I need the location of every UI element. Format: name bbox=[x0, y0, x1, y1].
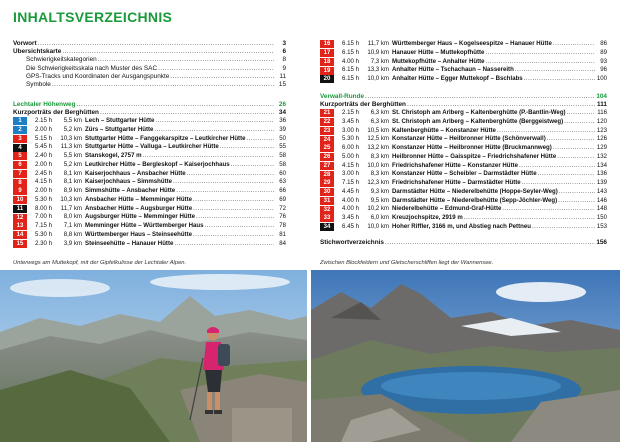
stage-route: St. Christoph am Arlberg – Kaltenberghütte (P.-Bantlin-Weg) bbox=[392, 109, 566, 116]
stage-route: Lech – Stuttgarter Hütte bbox=[85, 117, 155, 124]
stage-time: 6.15 h bbox=[342, 48, 359, 56]
stage-distance: 10,9 km bbox=[367, 48, 389, 56]
stage-time: 6.15 h bbox=[342, 40, 359, 47]
stage-page: 84 bbox=[279, 239, 286, 247]
toc-entry-page: 3 bbox=[282, 40, 286, 47]
toc-leader-dots bbox=[97, 56, 274, 64]
stage-number-badge: 29 bbox=[320, 179, 334, 187]
toc-leader-dots bbox=[558, 188, 595, 197]
toc-entry-page: 8 bbox=[282, 56, 286, 64]
stage-number-badge: 17 bbox=[320, 49, 334, 57]
verwall-section-heading bbox=[320, 93, 607, 101]
stage-entry bbox=[320, 162, 607, 171]
toc-leader-dots bbox=[173, 240, 274, 249]
intro-entry bbox=[13, 65, 286, 73]
stage-page: 93 bbox=[600, 57, 607, 65]
toc-leader-dots bbox=[557, 197, 595, 206]
toc-entry-label: Kurzporträts der Berghütten bbox=[320, 101, 406, 109]
stage-number-badge: 12 bbox=[13, 214, 27, 222]
stage-page: 136 bbox=[596, 170, 607, 178]
stage-page: 76 bbox=[279, 213, 286, 221]
stage-page: 36 bbox=[279, 117, 286, 124]
stage-number-badge: 18 bbox=[320, 58, 334, 66]
index-entry bbox=[320, 239, 607, 247]
toc-leader-dots bbox=[463, 214, 595, 223]
stage-page: 55 bbox=[279, 143, 286, 151]
stage-distance: 6,3 km bbox=[370, 117, 389, 125]
stage-number-badge: 8 bbox=[13, 179, 27, 187]
stage-distance: 9,5 km bbox=[370, 196, 389, 204]
stage-route: Stuttgarter Hütte – Fanggekarspitze – Leutkircher Hütte bbox=[85, 134, 246, 142]
stage-route: Württemberger Haus – Steinseehütte bbox=[85, 230, 193, 238]
stage-time: 5.30 h bbox=[342, 135, 359, 143]
stage-route: Kaiserjochhaus – Simmshütte bbox=[85, 178, 173, 186]
stage-time: 6.00 h bbox=[342, 144, 359, 151]
stage-time: 6.15 h bbox=[342, 75, 359, 82]
stage-page: 129 bbox=[596, 144, 607, 151]
stage-distance: 5,2 km bbox=[63, 160, 82, 168]
toc-entry-page: 156 bbox=[596, 239, 607, 246]
stage-time: 2.30 h bbox=[35, 239, 52, 247]
stage-time: 4.15 h bbox=[342, 161, 359, 169]
toc-entry-label: GPS-Tracks und Koordinaten der Ausgangspunkte bbox=[26, 72, 170, 80]
stage-page: 69 bbox=[279, 195, 286, 203]
toc-entry-label: Übersichtskarte bbox=[13, 48, 62, 56]
stage-page: 123 bbox=[596, 126, 607, 134]
stage-distance: 10,5 km bbox=[367, 126, 389, 134]
stage-entry bbox=[13, 205, 286, 214]
toc-leader-dots bbox=[484, 49, 595, 58]
intro-entry bbox=[13, 73, 286, 81]
stage-number-badge: 2 bbox=[13, 126, 27, 134]
toc-leader-dots bbox=[566, 109, 595, 118]
stage-number-badge: 4 bbox=[13, 144, 27, 152]
stage-page: 86 bbox=[600, 40, 607, 47]
stage-distance: 8,1 km bbox=[63, 178, 82, 186]
toc-leader-dots bbox=[521, 179, 595, 188]
stage-route: Friedrichshafener Hütte – Konstanzer Hütte bbox=[392, 161, 518, 169]
stage-time: 7.00 h bbox=[35, 213, 52, 221]
stage-entry bbox=[320, 135, 607, 144]
stage-page: 153 bbox=[596, 222, 607, 230]
toc-entry-page: 26 bbox=[278, 101, 286, 108]
stage-route: Konstanzer Hütte – Heilbronner Hütte (Schönverwall) bbox=[392, 135, 546, 143]
stage-page: 81 bbox=[279, 230, 286, 238]
stage-route: Anhalter Hütte – Tschachaun – Nassereith bbox=[392, 66, 514, 74]
stage-distance: 10,2 km bbox=[367, 205, 389, 213]
toc-entry-label: Stichwortverzeichnis bbox=[320, 239, 384, 246]
stage-time: 2.00 h bbox=[35, 187, 52, 194]
toc-leader-dots bbox=[546, 135, 595, 144]
stage-page: 58 bbox=[279, 152, 286, 159]
stage-time: 7.15 h bbox=[342, 179, 359, 186]
right-photo-caption: Zwischen Blockfeldern und Gletscherschliffen liegt der Wannensee. bbox=[320, 260, 494, 266]
stage-route: Muttekopfhütte – Anhalter Hütte bbox=[392, 57, 485, 65]
stage-number-badge: 3 bbox=[13, 135, 27, 143]
stage-route: Kaltenberghütte – Konstanzer Hütte bbox=[392, 126, 496, 134]
stage-time: 2.45 h bbox=[35, 169, 52, 177]
toc-leader-dots bbox=[186, 170, 274, 179]
toc-leader-dots bbox=[192, 231, 274, 240]
toc-leader-dots bbox=[192, 196, 274, 205]
stage-entry bbox=[13, 135, 286, 144]
toc-leader-dots bbox=[518, 162, 595, 171]
stage-distance: 7,3 km bbox=[370, 57, 389, 65]
stage-distance: 5,2 km bbox=[63, 125, 82, 133]
toc-leader-dots bbox=[204, 222, 274, 231]
toc-leader-dots bbox=[556, 153, 595, 162]
stage-distance: 13,3 km bbox=[367, 66, 389, 74]
toc-leader-dots bbox=[219, 143, 274, 152]
stage-route: Hanauer Hütte – Muttekopfhütte bbox=[392, 48, 485, 56]
lechtal-huts-entry bbox=[13, 109, 286, 117]
stage-distance: 11,7 km bbox=[367, 40, 389, 47]
toc-entry-page: 111 bbox=[597, 101, 607, 109]
toc-leader-dots bbox=[563, 118, 595, 127]
stage-entry bbox=[320, 214, 607, 223]
stage-page: 100 bbox=[596, 75, 607, 82]
stage-number-badge: 25 bbox=[320, 144, 334, 152]
stage-route: Konstanzer Hütte – Scheibler – Darmstädter Hütte bbox=[392, 170, 537, 178]
lake-photo bbox=[311, 270, 620, 442]
stage-entry bbox=[13, 178, 286, 187]
stage-number-badge: 20 bbox=[320, 75, 334, 83]
stage-entry bbox=[320, 58, 607, 67]
stage-route: Stanskogel, 2757 m bbox=[85, 152, 142, 159]
toc-leader-dots bbox=[37, 40, 274, 48]
stage-entry bbox=[320, 75, 607, 84]
stage-distance: 8,1 km bbox=[63, 169, 82, 177]
stage-distance: 12,5 km bbox=[367, 135, 389, 143]
verwall-huts-entry bbox=[320, 101, 607, 109]
toc-leader-dots bbox=[51, 81, 274, 89]
stage-number-badge: 24 bbox=[320, 136, 334, 144]
stage-time: 4.00 h bbox=[342, 57, 359, 65]
toc-entry-label: Schwierigkeitskategorien bbox=[26, 56, 97, 64]
stage-number-badge: 22 bbox=[320, 118, 334, 126]
stage-route: Memminger Hütte – Württemberger Haus bbox=[85, 222, 204, 229]
stage-route: Darmstädter Hütte – Niederelbehütte (Sepp-Jöchler-Weg) bbox=[392, 196, 558, 204]
stage-number-badge: 21 bbox=[320, 109, 334, 117]
stage-entry bbox=[13, 143, 286, 152]
toc-entry-page: 11 bbox=[279, 72, 286, 80]
toc-entry-label: Die Schwierigkeitsskala nach Muster des SAC bbox=[26, 64, 158, 72]
stage-entry bbox=[320, 66, 607, 75]
stage-page: 116 bbox=[597, 109, 607, 116]
left-photo-caption: Unterwegs am Muttekopf, mit der Gipfelkulisse der Lechtaler Alpen. bbox=[13, 260, 187, 266]
stage-route: Niederelbehütte – Edmund-Graf-Hütte bbox=[392, 205, 502, 213]
toc-leader-dots bbox=[169, 73, 274, 81]
toc-leader-dots bbox=[501, 205, 595, 214]
stage-distance: 8,3 km bbox=[370, 170, 389, 178]
stage-page: 148 bbox=[596, 205, 607, 213]
stage-route: Zürs – Stuttgarter Hütte bbox=[85, 125, 154, 133]
stage-page: 78 bbox=[279, 222, 286, 229]
stage-number-badge: 33 bbox=[320, 214, 334, 222]
stage-time: 2.00 h bbox=[35, 160, 52, 168]
stage-page: 139 bbox=[596, 179, 607, 186]
stage-time: 2.00 h bbox=[35, 125, 52, 133]
toc-entry-label: Vorwort bbox=[13, 40, 37, 47]
stage-distance: 8,3 km bbox=[370, 152, 389, 160]
stage-distance: 8,0 km bbox=[63, 213, 82, 221]
stage-page: 39 bbox=[279, 125, 286, 133]
stage-number-badge: 31 bbox=[320, 197, 334, 205]
stage-route: Ansbacher Hütte – Memminger Hütte bbox=[85, 195, 192, 203]
stage-time: 7.15 h bbox=[35, 222, 52, 229]
stage-route: Friedrichshafener Hütte – Darmstädter Hütte bbox=[392, 179, 521, 186]
stage-page: 58 bbox=[279, 160, 286, 168]
stage-route: Darmstädter Hütte – Niederelbehütte (Hoppe-Seyler-Weg) bbox=[392, 187, 558, 195]
toc-leader-dots bbox=[76, 101, 275, 109]
stage-route: Heilbronner Hütte – Gaisspitze – Friedrichshafener Hütte bbox=[392, 152, 557, 160]
stage-entry bbox=[320, 223, 607, 232]
stage-distance: 10,0 km bbox=[367, 222, 389, 230]
stage-page: 66 bbox=[279, 187, 286, 194]
stage-number-badge: 11 bbox=[13, 205, 27, 213]
stage-number-badge: 10 bbox=[13, 196, 27, 204]
stage-entry bbox=[320, 127, 607, 136]
stage-distance: 6,3 km bbox=[370, 109, 389, 116]
stage-number-badge: 34 bbox=[320, 223, 334, 231]
stage-entry bbox=[320, 197, 607, 206]
stage-number-badge: 7 bbox=[13, 170, 27, 178]
hiker-photo bbox=[0, 270, 307, 442]
stage-number-badge: 26 bbox=[320, 153, 334, 161]
stage-page: 143 bbox=[596, 187, 607, 195]
intro-entry bbox=[13, 81, 286, 89]
toc-leader-dots bbox=[246, 135, 275, 144]
stage-entry bbox=[320, 205, 607, 214]
toc-leader-dots bbox=[172, 178, 274, 187]
stage-time: 4.00 h bbox=[342, 205, 359, 213]
toc-entry-label: Symbole bbox=[26, 81, 51, 88]
toc-entry-label: Lechtaler Höhenweg bbox=[13, 101, 76, 108]
stage-time: 5.30 h bbox=[35, 230, 52, 238]
stage-time: 4.15 h bbox=[35, 178, 52, 186]
stage-entry bbox=[13, 240, 286, 249]
stage-page: 146 bbox=[596, 196, 607, 204]
stage-time: 6.45 h bbox=[342, 222, 359, 230]
toc-leader-dots bbox=[384, 239, 595, 247]
toc-leader-dots bbox=[552, 144, 595, 153]
stage-entry bbox=[13, 117, 286, 126]
stage-time: 5.30 h bbox=[35, 195, 52, 203]
stage-distance: 7,1 km bbox=[63, 222, 82, 229]
stage-entry bbox=[13, 213, 286, 222]
stage-time: 5.15 h bbox=[35, 134, 52, 142]
stage-route: Augsburger Hütte – Memminger Hütte bbox=[85, 213, 196, 221]
stage-distance: 5,5 km bbox=[63, 152, 82, 159]
stage-time: 3.45 h bbox=[342, 214, 359, 221]
toc-leader-dots bbox=[230, 161, 274, 170]
stage-number-badge: 32 bbox=[320, 206, 334, 214]
stage-page: 89 bbox=[600, 48, 607, 56]
stage-number-badge: 9 bbox=[13, 187, 27, 195]
toc-entry-page: 6 bbox=[282, 48, 286, 56]
toc-leader-dots bbox=[531, 223, 595, 232]
stage-page: 96 bbox=[600, 66, 607, 74]
stage-distance: 11,7 km bbox=[60, 204, 82, 212]
stage-entry bbox=[13, 161, 286, 170]
stage-distance: 12,3 km bbox=[367, 179, 389, 186]
toc-leader-dots bbox=[195, 213, 274, 222]
stage-route: St. Christoph am Arlberg – Kaltenberghütte (Berggeistweg) bbox=[392, 117, 564, 125]
stage-entry bbox=[13, 231, 286, 240]
stage-entry bbox=[320, 109, 607, 118]
toc-leader-dots bbox=[157, 65, 274, 73]
intro-entry bbox=[13, 56, 286, 64]
stage-page: 60 bbox=[279, 169, 286, 177]
stage-number-badge: 14 bbox=[13, 231, 27, 239]
stage-route: Kreuzjochspitze, 2919 m bbox=[392, 214, 463, 221]
stage-page: 150 bbox=[596, 214, 607, 221]
toc-leader-dots bbox=[192, 205, 274, 214]
stage-entry bbox=[13, 170, 286, 179]
stage-route: Württemberger Haus – Kogelseespitze – Hanauer Hütte bbox=[392, 40, 552, 47]
toc-leader-dots bbox=[142, 152, 274, 161]
stage-time: 4.45 h bbox=[342, 187, 359, 195]
stage-entry bbox=[320, 153, 607, 162]
stage-entry bbox=[320, 188, 607, 197]
stage-distance: 11,3 km bbox=[60, 143, 82, 151]
toc-leader-dots bbox=[364, 93, 595, 101]
stage-route: Steinseehütte – Hanauer Hütte bbox=[85, 239, 174, 247]
stage-entry bbox=[320, 144, 607, 153]
stage-time: 2.15 h bbox=[342, 109, 359, 116]
stage-entry bbox=[320, 118, 607, 127]
toc-leader-dots bbox=[496, 127, 595, 136]
stage-time: 6.15 h bbox=[342, 66, 359, 74]
stage-distance: 10,3 km bbox=[60, 195, 82, 203]
stage-page: 126 bbox=[596, 135, 607, 143]
stage-time: 8.00 h bbox=[35, 204, 52, 212]
toc-entry-page: 15 bbox=[278, 81, 286, 88]
stage-distance: 13,2 km bbox=[367, 144, 389, 151]
toc-entry-page: 9 bbox=[282, 64, 286, 72]
stage-entry bbox=[13, 126, 286, 135]
toc-entry-page: 34 bbox=[278, 109, 286, 117]
stage-number-badge: 5 bbox=[13, 152, 27, 160]
lechtal-section-heading bbox=[13, 101, 286, 109]
stage-distance: 10,0 km bbox=[367, 161, 389, 169]
stage-route: Stuttgarter Hütte – Valluga – Leutkircher Hütte bbox=[85, 143, 219, 151]
intro-entry bbox=[13, 40, 286, 48]
stage-time: 2.15 h bbox=[35, 117, 52, 124]
toc-leader-dots bbox=[99, 109, 274, 117]
toc-leader-dots bbox=[523, 75, 595, 84]
stage-page: 120 bbox=[596, 117, 607, 125]
stage-number-badge: 16 bbox=[320, 40, 334, 48]
stage-entry bbox=[13, 187, 286, 196]
stage-route: Leutkircher Hütte – Bergleskopf – Kaiserjochhaus bbox=[85, 160, 230, 168]
stage-distance: 3,9 km bbox=[63, 239, 82, 247]
toc-leader-dots bbox=[406, 101, 595, 109]
stage-distance: 6,0 km bbox=[370, 214, 389, 221]
toc-leader-dots bbox=[552, 40, 595, 49]
stage-page: 72 bbox=[279, 204, 286, 212]
stage-time: 3.45 h bbox=[342, 117, 359, 125]
stage-number-badge: 27 bbox=[320, 162, 334, 170]
stage-time: 5.00 h bbox=[342, 152, 359, 160]
toc-entry-label: Kurzporträts der Berghütten bbox=[13, 109, 99, 117]
stage-distance: 8,9 km bbox=[63, 187, 82, 194]
stage-page: 63 bbox=[279, 178, 286, 186]
stage-route: Konstanzer Hütte – Heilbronner Hütte (Bruckmannweg) bbox=[392, 144, 552, 151]
stage-time: 3.00 h bbox=[342, 126, 359, 134]
stage-entry bbox=[320, 179, 607, 188]
stage-distance: 5,5 km bbox=[63, 117, 82, 124]
stage-distance: 9,3 km bbox=[370, 187, 389, 195]
stage-number-badge: 15 bbox=[13, 240, 27, 248]
stage-entry bbox=[13, 152, 286, 161]
toc-entry-label: Verwall-Runde bbox=[320, 93, 365, 100]
stage-page: 50 bbox=[279, 134, 286, 142]
stage-distance: 10,0 km bbox=[367, 75, 389, 82]
intro-entry bbox=[13, 48, 286, 56]
toc-leader-dots bbox=[153, 126, 274, 135]
stage-time: 4.00 h bbox=[342, 196, 359, 204]
page-title: INHALTSVERZEICHNIS bbox=[13, 9, 173, 25]
stage-entry bbox=[320, 49, 607, 58]
stage-distance: 8,8 km bbox=[63, 230, 82, 238]
stage-number-badge: 23 bbox=[320, 127, 334, 135]
stage-number-badge: 28 bbox=[320, 171, 334, 179]
toc-leader-dots bbox=[514, 66, 595, 75]
stage-number-badge: 30 bbox=[320, 188, 334, 196]
stage-number-badge: 19 bbox=[320, 67, 334, 75]
stage-route: Simmshütte – Ansbacher Hütte bbox=[85, 187, 176, 194]
stage-time: 3.00 h bbox=[342, 170, 359, 178]
stage-time: 2.40 h bbox=[35, 152, 52, 159]
stage-route: Hoher Riffler, 3166 m, und Abstieg nach Pettneu bbox=[392, 222, 531, 230]
stage-number-badge: 6 bbox=[13, 161, 27, 169]
toc-entry-page: 104 bbox=[596, 93, 607, 100]
toc-leader-dots bbox=[485, 58, 595, 67]
stage-page: 132 bbox=[596, 152, 607, 160]
stage-entry bbox=[13, 196, 286, 205]
stage-time: 5.45 h bbox=[35, 143, 52, 151]
stage-distance: 10,3 km bbox=[60, 134, 82, 142]
stage-route: Kaiserjochhaus – Ansbacher Hütte bbox=[85, 169, 186, 177]
stage-entry bbox=[13, 222, 286, 231]
stage-route: Anhalter Hütte – Egger Muttekopf – Bschlabs bbox=[392, 75, 523, 82]
toc-leader-dots bbox=[61, 48, 274, 56]
stage-number-badge: 13 bbox=[13, 222, 27, 230]
stage-number-badge: 1 bbox=[13, 117, 27, 125]
stage-page: 134 bbox=[596, 161, 607, 169]
stage-entry bbox=[320, 40, 607, 49]
toc-leader-dots bbox=[154, 117, 274, 126]
stage-entry bbox=[320, 170, 607, 179]
toc-leader-dots bbox=[537, 170, 595, 179]
toc-leader-dots bbox=[175, 187, 274, 196]
stage-route: Ansbacher Hütte – Augsburger Hütte bbox=[85, 204, 193, 212]
